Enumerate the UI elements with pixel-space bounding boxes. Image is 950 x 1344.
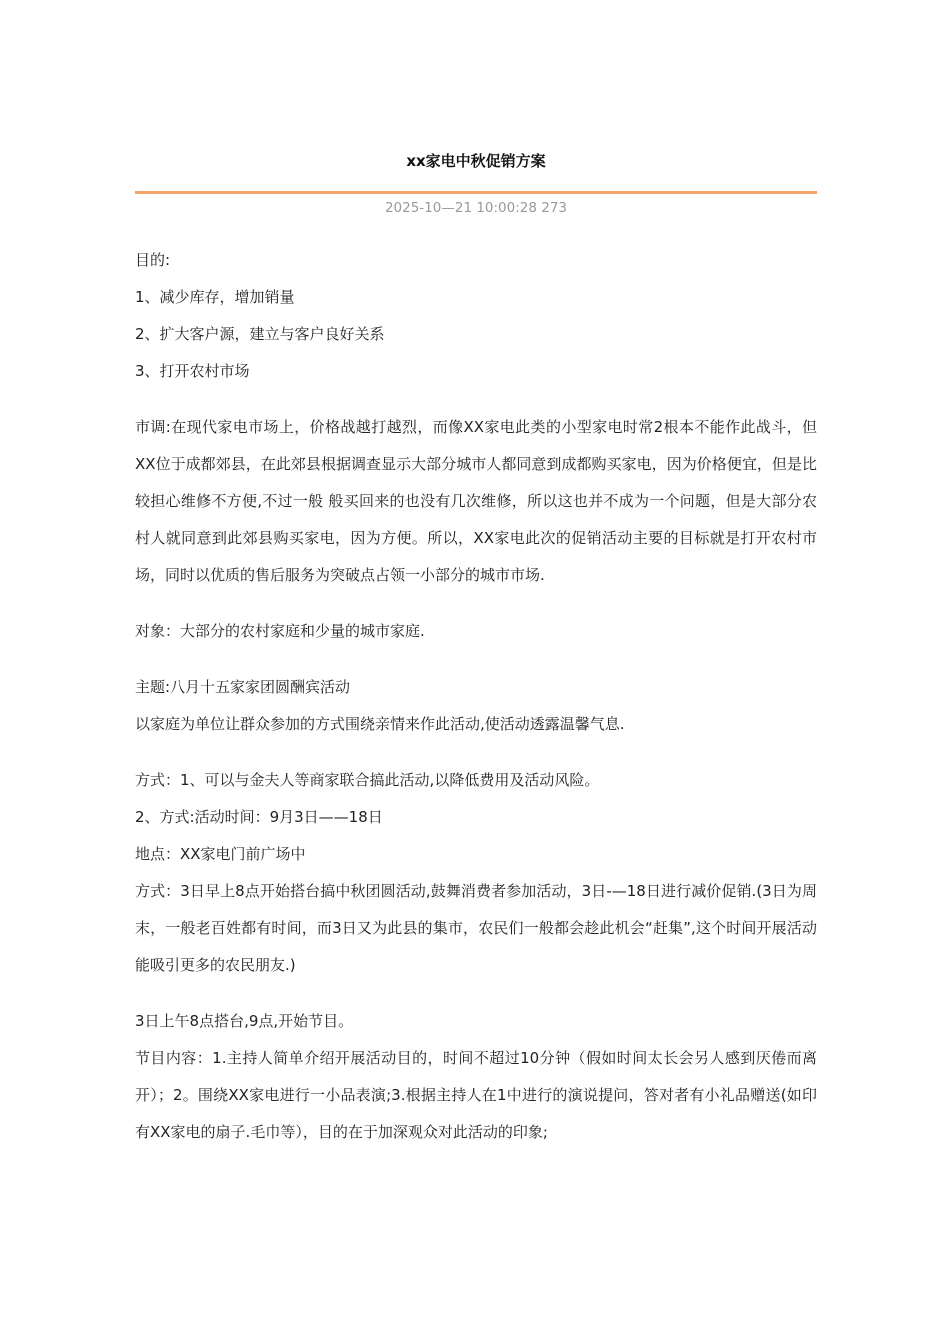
- paragraph-spacer: [135, 743, 817, 762]
- paragraph-theme: 主题:八月十五家家团圆酬宾活动: [135, 678, 351, 696]
- paragraph-purpose-1: 1、减少库存，增加销量: [135, 288, 295, 306]
- document-title: xx家电中秋促销方案: [406, 152, 546, 170]
- paragraph-method-detail: 方式：3日早上8点开始搭台搞中秋团圆活动,鼓舞消费者参加活动，3日-—18日进行减价促销.(3日为周末，一般老百姓都有时间，而3日又为此县的集市，农民们一般都会趁此机会“赶集”,这个时间开展活动能吸引更多的农民朋友.): [135, 882, 817, 974]
- paragraph-schedule: 3日上午8点搭台,9点,开始节目。: [135, 1012, 354, 1030]
- paragraph-method-1: 方式：1、可以与金夫人等商家联合搞此活动,以降低费用及活动风险。: [135, 771, 600, 789]
- paragraph-method-2: 2、方式:活动时间：9月3日——18日: [135, 808, 383, 826]
- paragraph-spacer: [135, 594, 817, 613]
- paragraph-program: 节目内容：1.主持人简单介绍开展活动目的，时间不超过10分钟（假如时间太长会另人感到厌倦而离开）；2。围绕XX家电进行一小品表演;3.根据主持人在1中进行的演说提问，答对者有小礼品赠送(如印有XX家电的扇子.毛巾等），目的在于加深观众对此活动的印象;: [135, 1049, 817, 1141]
- paragraph-purpose-heading: 目的:: [135, 251, 171, 269]
- paragraph-target: 对象：大部分的农村家庭和少量的城市家庭.: [135, 622, 425, 640]
- paragraph-spacer: [135, 390, 817, 409]
- paragraph-purpose-3: 3、打开农村市场: [135, 362, 250, 380]
- document-timestamp: 2025-10—21 10:00:28 273: [384, 200, 568, 216]
- paragraph-theme-detail: 以家庭为单位让群众参加的方式围绕亲情来作此活动,使活动透露温馨气息.: [135, 715, 625, 733]
- paragraph-purpose-2: 2、扩大客户源，建立与客户良好关系: [135, 325, 385, 343]
- paragraph-location: 地点：XX家电门前广场中: [135, 845, 306, 863]
- title-divider: [135, 191, 817, 194]
- document-body: [135, 242, 817, 1151]
- paragraph-spacer: [135, 984, 817, 1003]
- paragraph-market-research: 市调:在现代家电市场上，价格战越打越烈，而像XX家电此类的小型家电时常2根本不能作此战斗，但XX位于成都郊县，在此郊县根据调查显示大部分城市人都同意到成都购买家电，因为价格便宜，但是比较担心维修不方便,不过一般 般买回来的也没有几次维修，所以这也并不成为一个问题，但是大部分农村人就同意到此郊县购买家电，因为方便。所以，XX家电此次的促销活动主要的目标就是打开农村市场，同时以优质的售后服务为突破点占领一小部分的城市市场.: [135, 418, 817, 584]
- paragraph-spacer: [135, 650, 817, 669]
